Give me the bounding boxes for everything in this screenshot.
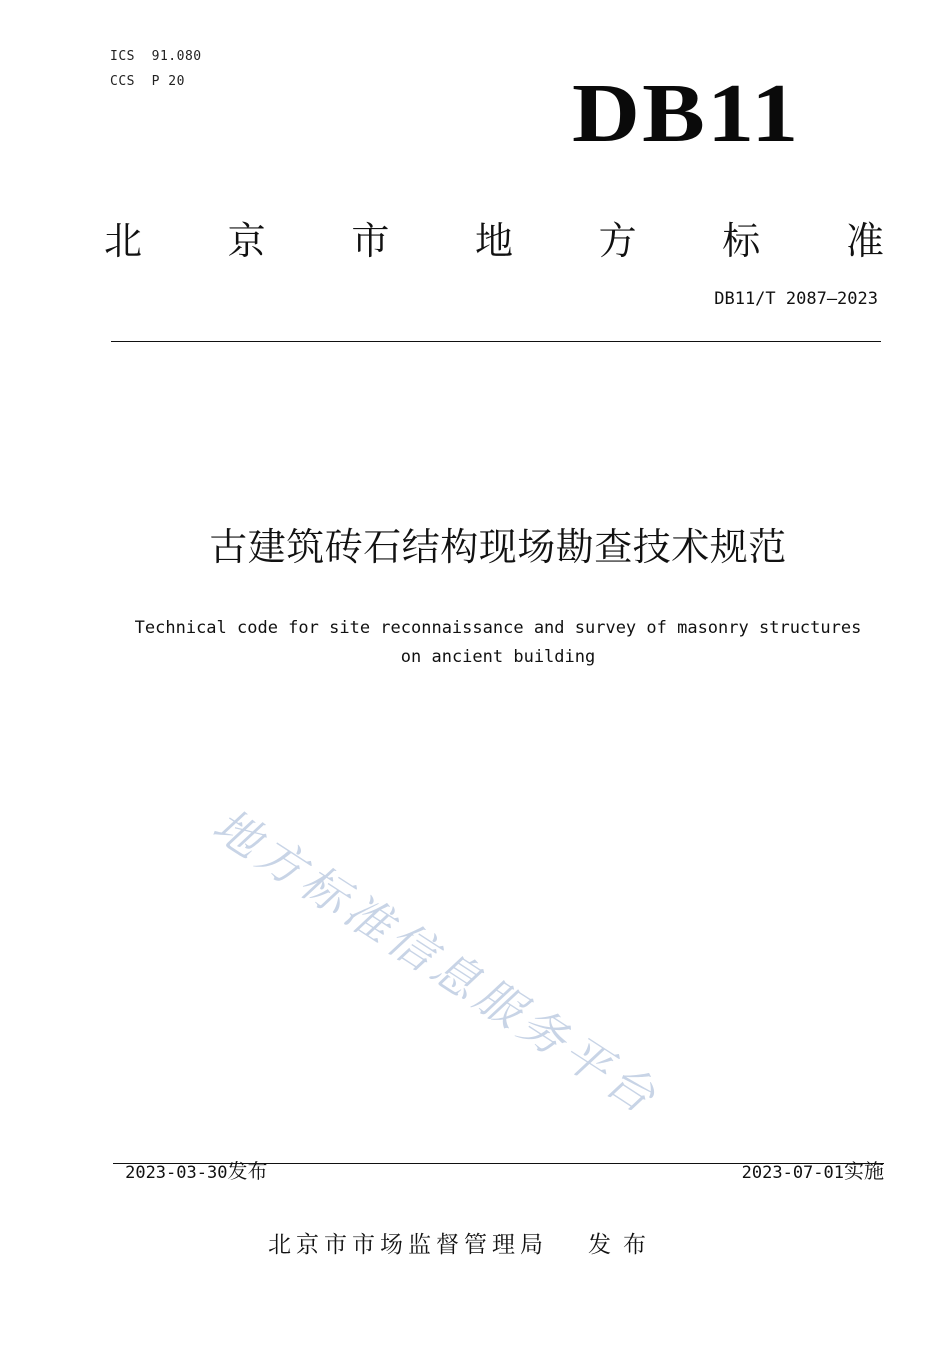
issuer-name: 北京市市场监督管理局 xyxy=(268,1232,548,1258)
watermark: 地方标准信息服务平台 xyxy=(203,797,670,1127)
category-char: 地 xyxy=(474,219,513,263)
document-title-cn: 古建筑砖石结构现场勘查技术规范 xyxy=(209,525,787,569)
document-title-en xyxy=(110,614,886,672)
implementation-label: 实施 xyxy=(844,1159,884,1183)
title-en-line: Technical code for site reconnaissance and survey of masonry structures xyxy=(134,618,862,638)
issue-label: 发布 xyxy=(227,1159,268,1183)
bottom-divider xyxy=(113,1163,884,1164)
category-char: 标 xyxy=(722,219,761,263)
top-divider xyxy=(111,341,881,342)
implementation-date: 2023-07-01 xyxy=(741,1163,844,1183)
category-char: 准 xyxy=(845,219,884,263)
implementation-date-block xyxy=(730,1133,884,1184)
standard-number: DB11/T 2087—2023 xyxy=(714,289,878,309)
ccs-code: CCS P 20 xyxy=(110,74,185,89)
standard-category xyxy=(104,210,884,265)
issuer-action: 发布 xyxy=(588,1232,658,1258)
ics-code: ICS 91.080 xyxy=(110,49,202,64)
title-en-line: on ancient building xyxy=(400,647,596,667)
issue-date: 2023-03-30 xyxy=(125,1163,228,1183)
category-char: 方 xyxy=(598,219,637,263)
issue-date-block xyxy=(113,1133,267,1184)
category-char: 市 xyxy=(351,219,390,263)
category-char: 京 xyxy=(227,219,266,263)
standard-logo: DB11 xyxy=(572,67,801,160)
issuer-block xyxy=(268,1226,658,1259)
category-char: 北 xyxy=(104,219,143,263)
